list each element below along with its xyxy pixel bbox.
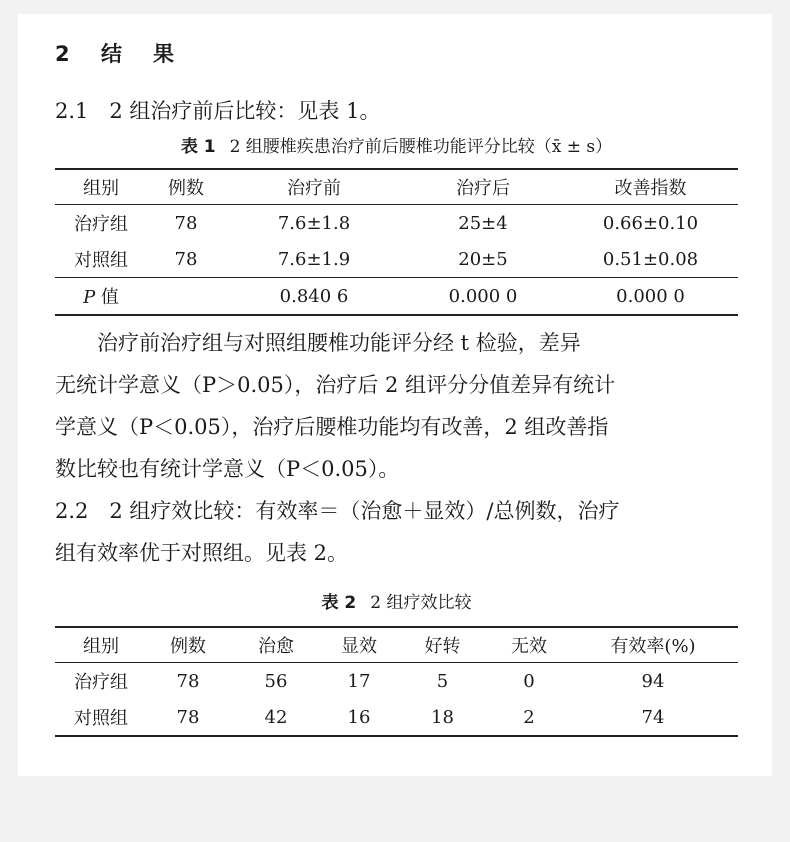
table1-header: 治疗前 xyxy=(225,169,403,205)
table-cell xyxy=(147,278,225,316)
table-cell: 17 xyxy=(347,670,371,692)
table-row xyxy=(55,241,738,278)
table1-header: 组别 xyxy=(55,169,147,205)
table-cell: 20±5 xyxy=(458,248,508,270)
table2-header: 显效 xyxy=(323,627,395,663)
table1-caption xyxy=(55,132,738,157)
table2-header: 治愈 xyxy=(229,627,323,663)
table2-label: 表 2 xyxy=(321,593,357,613)
table-cell: 78 xyxy=(174,248,198,270)
table-cell: 0.66±0.10 xyxy=(602,212,699,234)
table-cell: 7.6±1.9 xyxy=(277,248,351,270)
table-cell: 94 xyxy=(641,670,665,692)
paragraph-line: 学意义（P＜0.05），治疗后腰椎功能均有改善，2 组改善指 xyxy=(55,415,609,439)
table-cell: 0.840 6 xyxy=(225,278,403,316)
table-cell: 25±4 xyxy=(458,212,508,234)
table-cell: 7.6±1.8 xyxy=(277,212,351,234)
p-symbol: P xyxy=(83,287,96,308)
table-cell: 对照组 xyxy=(74,250,128,271)
table-cell: 42 xyxy=(264,706,288,728)
table-cell: 78 xyxy=(174,212,198,234)
table1-p-value-row xyxy=(55,278,738,316)
table-cell: 治疗组 xyxy=(74,214,128,235)
table2-caption xyxy=(55,588,738,613)
table2-header: 有效率(%) xyxy=(568,627,738,663)
paragraph-line: 治疗前治疗组与对照组腰椎功能评分经 t 检验，差异 xyxy=(55,331,581,355)
table1-header: 改善指数 xyxy=(563,169,738,205)
table-cell: 对照组 xyxy=(74,708,128,729)
table-cell: 78 xyxy=(176,706,200,728)
section-number: 2 xyxy=(55,42,71,66)
paragraph-line: 数比较也有统计学意义（P＜0.05）。 xyxy=(55,457,400,481)
table2-header: 好转 xyxy=(395,627,490,663)
table2-header-row xyxy=(55,627,738,663)
table-cell: 56 xyxy=(264,670,288,692)
table-cell: 5 xyxy=(436,670,449,692)
table-cell: 74 xyxy=(641,706,665,728)
paper-page xyxy=(18,14,772,776)
table-cell: 0.000 0 xyxy=(563,278,738,316)
table2-caption-text: 2 组疗效比较 xyxy=(370,593,472,613)
table-cell: 2 xyxy=(523,706,535,728)
table2-header: 组别 xyxy=(55,627,147,663)
table1 xyxy=(55,168,738,316)
table-cell: 16 xyxy=(347,706,371,728)
table-cell: 0.000 0 xyxy=(403,278,563,316)
p-value-label xyxy=(55,278,147,316)
table1-caption-text: 2 组腰椎疾患治疗前后腰椎功能评分比较（x̄ ± s） xyxy=(229,137,613,157)
p-label-rest: 值 xyxy=(95,287,119,308)
subsection-2-1: 2.1 2 组治疗前后比较：见表 1。 xyxy=(55,99,381,123)
table1-label: 表 1 xyxy=(180,137,216,157)
table-row xyxy=(55,205,738,242)
table-cell: 78 xyxy=(176,670,200,692)
table-cell: 治疗组 xyxy=(74,672,128,693)
table-cell: 0.51±0.08 xyxy=(602,248,699,270)
section-heading xyxy=(55,38,175,68)
results-paragraph xyxy=(55,322,738,574)
paragraph-line: 无统计学意义（P＞0.05），治疗后 2 组评分分值差异有统计 xyxy=(55,373,616,397)
table1-header: 例数 xyxy=(147,169,225,205)
table-row xyxy=(55,699,738,736)
paragraph-line: 组有效率优于对照组。见表 2。 xyxy=(55,541,349,565)
table2 xyxy=(55,626,738,737)
table1-header: 治疗后 xyxy=(403,169,563,205)
table2-header: 例数 xyxy=(147,627,229,663)
table-row xyxy=(55,663,738,700)
table2-header: 无效 xyxy=(490,627,568,663)
table-cell: 18 xyxy=(431,706,454,728)
paragraph-line: 2.2 2 组疗效比较：有效率＝（治愈＋显效）/总例数，治疗 xyxy=(55,499,620,523)
section-title-char-2: 果 xyxy=(152,42,175,66)
table-cell: 0 xyxy=(523,670,535,692)
section-title-char-1: 结 xyxy=(100,42,123,66)
table1-header-row xyxy=(55,169,738,205)
